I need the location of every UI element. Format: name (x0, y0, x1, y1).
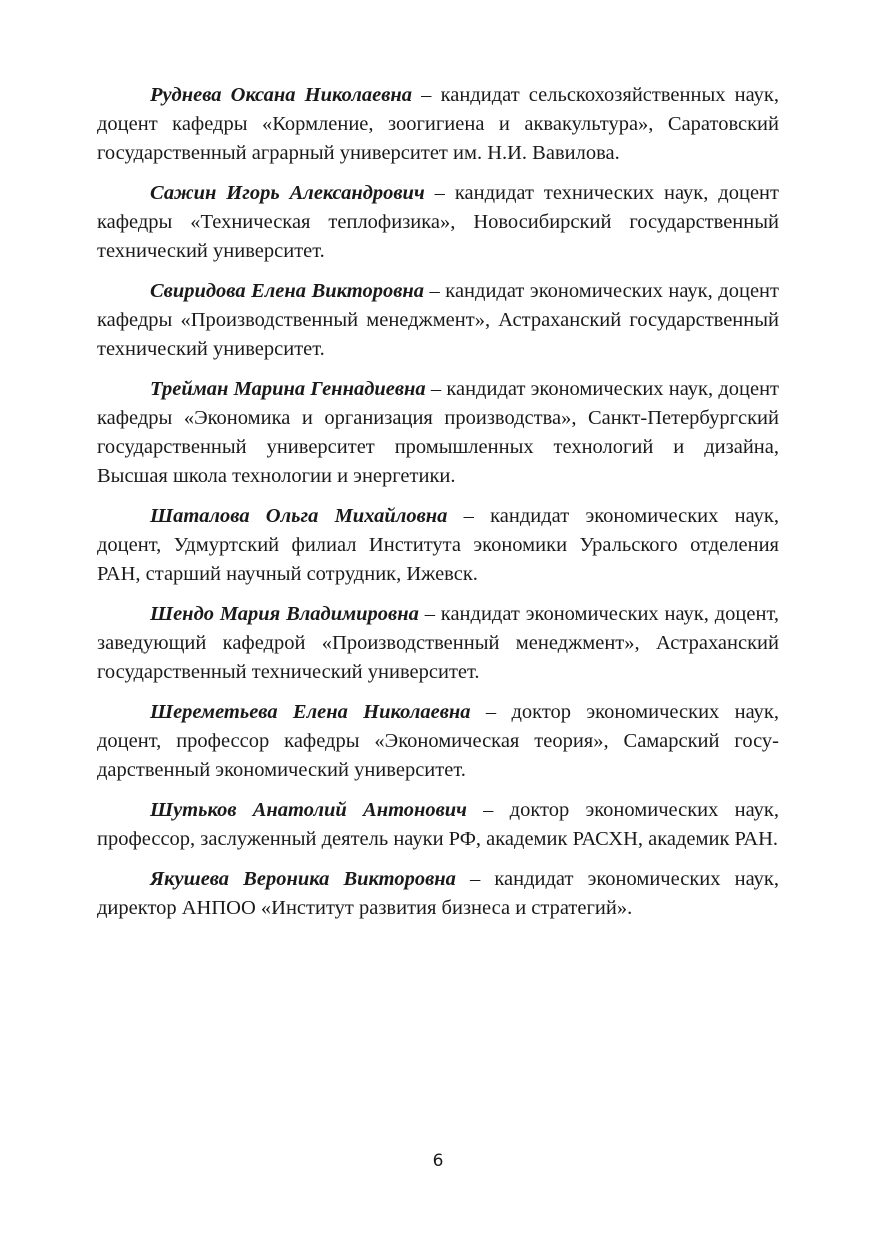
author-entry (97, 81, 779, 168)
author-description: – кандидат экономических наук, доцент кафедры «Экономика и организация производства», Санкт-Петербургский государственный университет промышленных технологий и дизайна, Высшая школа технологии и энергетики. (97, 378, 780, 487)
author-entry (97, 865, 779, 923)
author-entry (97, 796, 779, 854)
author-name: Свиридова Елена Викторовна (150, 280, 424, 302)
author-description: – кандидат экономических наук, доцент, заведующий кафедрой «Производственный менеджмент», Астраханский государственный технический университет. (97, 603, 779, 683)
author-list (97, 81, 779, 934)
author-entry (97, 502, 779, 589)
author-name: Шутьков Анатолий Антонович (150, 799, 467, 821)
author-description: – кандидат экономических наук, доцент, Удмуртский филиал Института экономики Уральского отделения РАН, старший научный сотрудник, Ижевск. (97, 505, 779, 585)
author-description: – кандидат экономических наук, директор АНПОО «Институт развития бизнеса и стратегий». (97, 868, 779, 919)
author-description: – кандидат технических наук, доцент кафедры «Техническая теплофизика», Новосибирский государственный технический университет. (97, 182, 779, 262)
author-entry (97, 600, 779, 687)
author-name: Шендо Мария Владимировна (150, 603, 419, 625)
author-description: – кандидат сельскохозяйственных наук, доцент кафедры «Кормление, зоогигиена и аквакультура», Саратовский государственный аграрный университет им. Н.И. Вавилова. (97, 84, 780, 164)
author-entry (97, 179, 779, 266)
author-description: – доктор экономических наук, профессор, заслуженный деятель науки РФ, академик РАСХН, академик РАН. (97, 799, 779, 850)
author-name: Трейман Марина Геннадиевна (150, 378, 426, 400)
page-number: 6 (432, 1151, 444, 1171)
author-description: – кандидат экономических наук, доцент кафедры «Производственный менеджмент», Астраханский государственный технический университет. (97, 280, 779, 360)
author-name: Шереметьева Елена Николаевна (150, 701, 471, 723)
author-name: Шаталова Ольга Михайловна (150, 505, 448, 527)
author-entry (97, 375, 779, 491)
author-name: Руднева Оксана Николаевна (150, 84, 413, 106)
author-description: – доктор экономических наук, доцент, профессор кафедры «Экономическая теория», Самарский государственный экономический университет. (97, 701, 779, 781)
author-name: Сажин Игорь Александрович (150, 182, 425, 204)
author-entry (97, 277, 779, 364)
author-entry (97, 698, 779, 785)
author-name: Якушева Вероника Викторовна (150, 868, 456, 890)
